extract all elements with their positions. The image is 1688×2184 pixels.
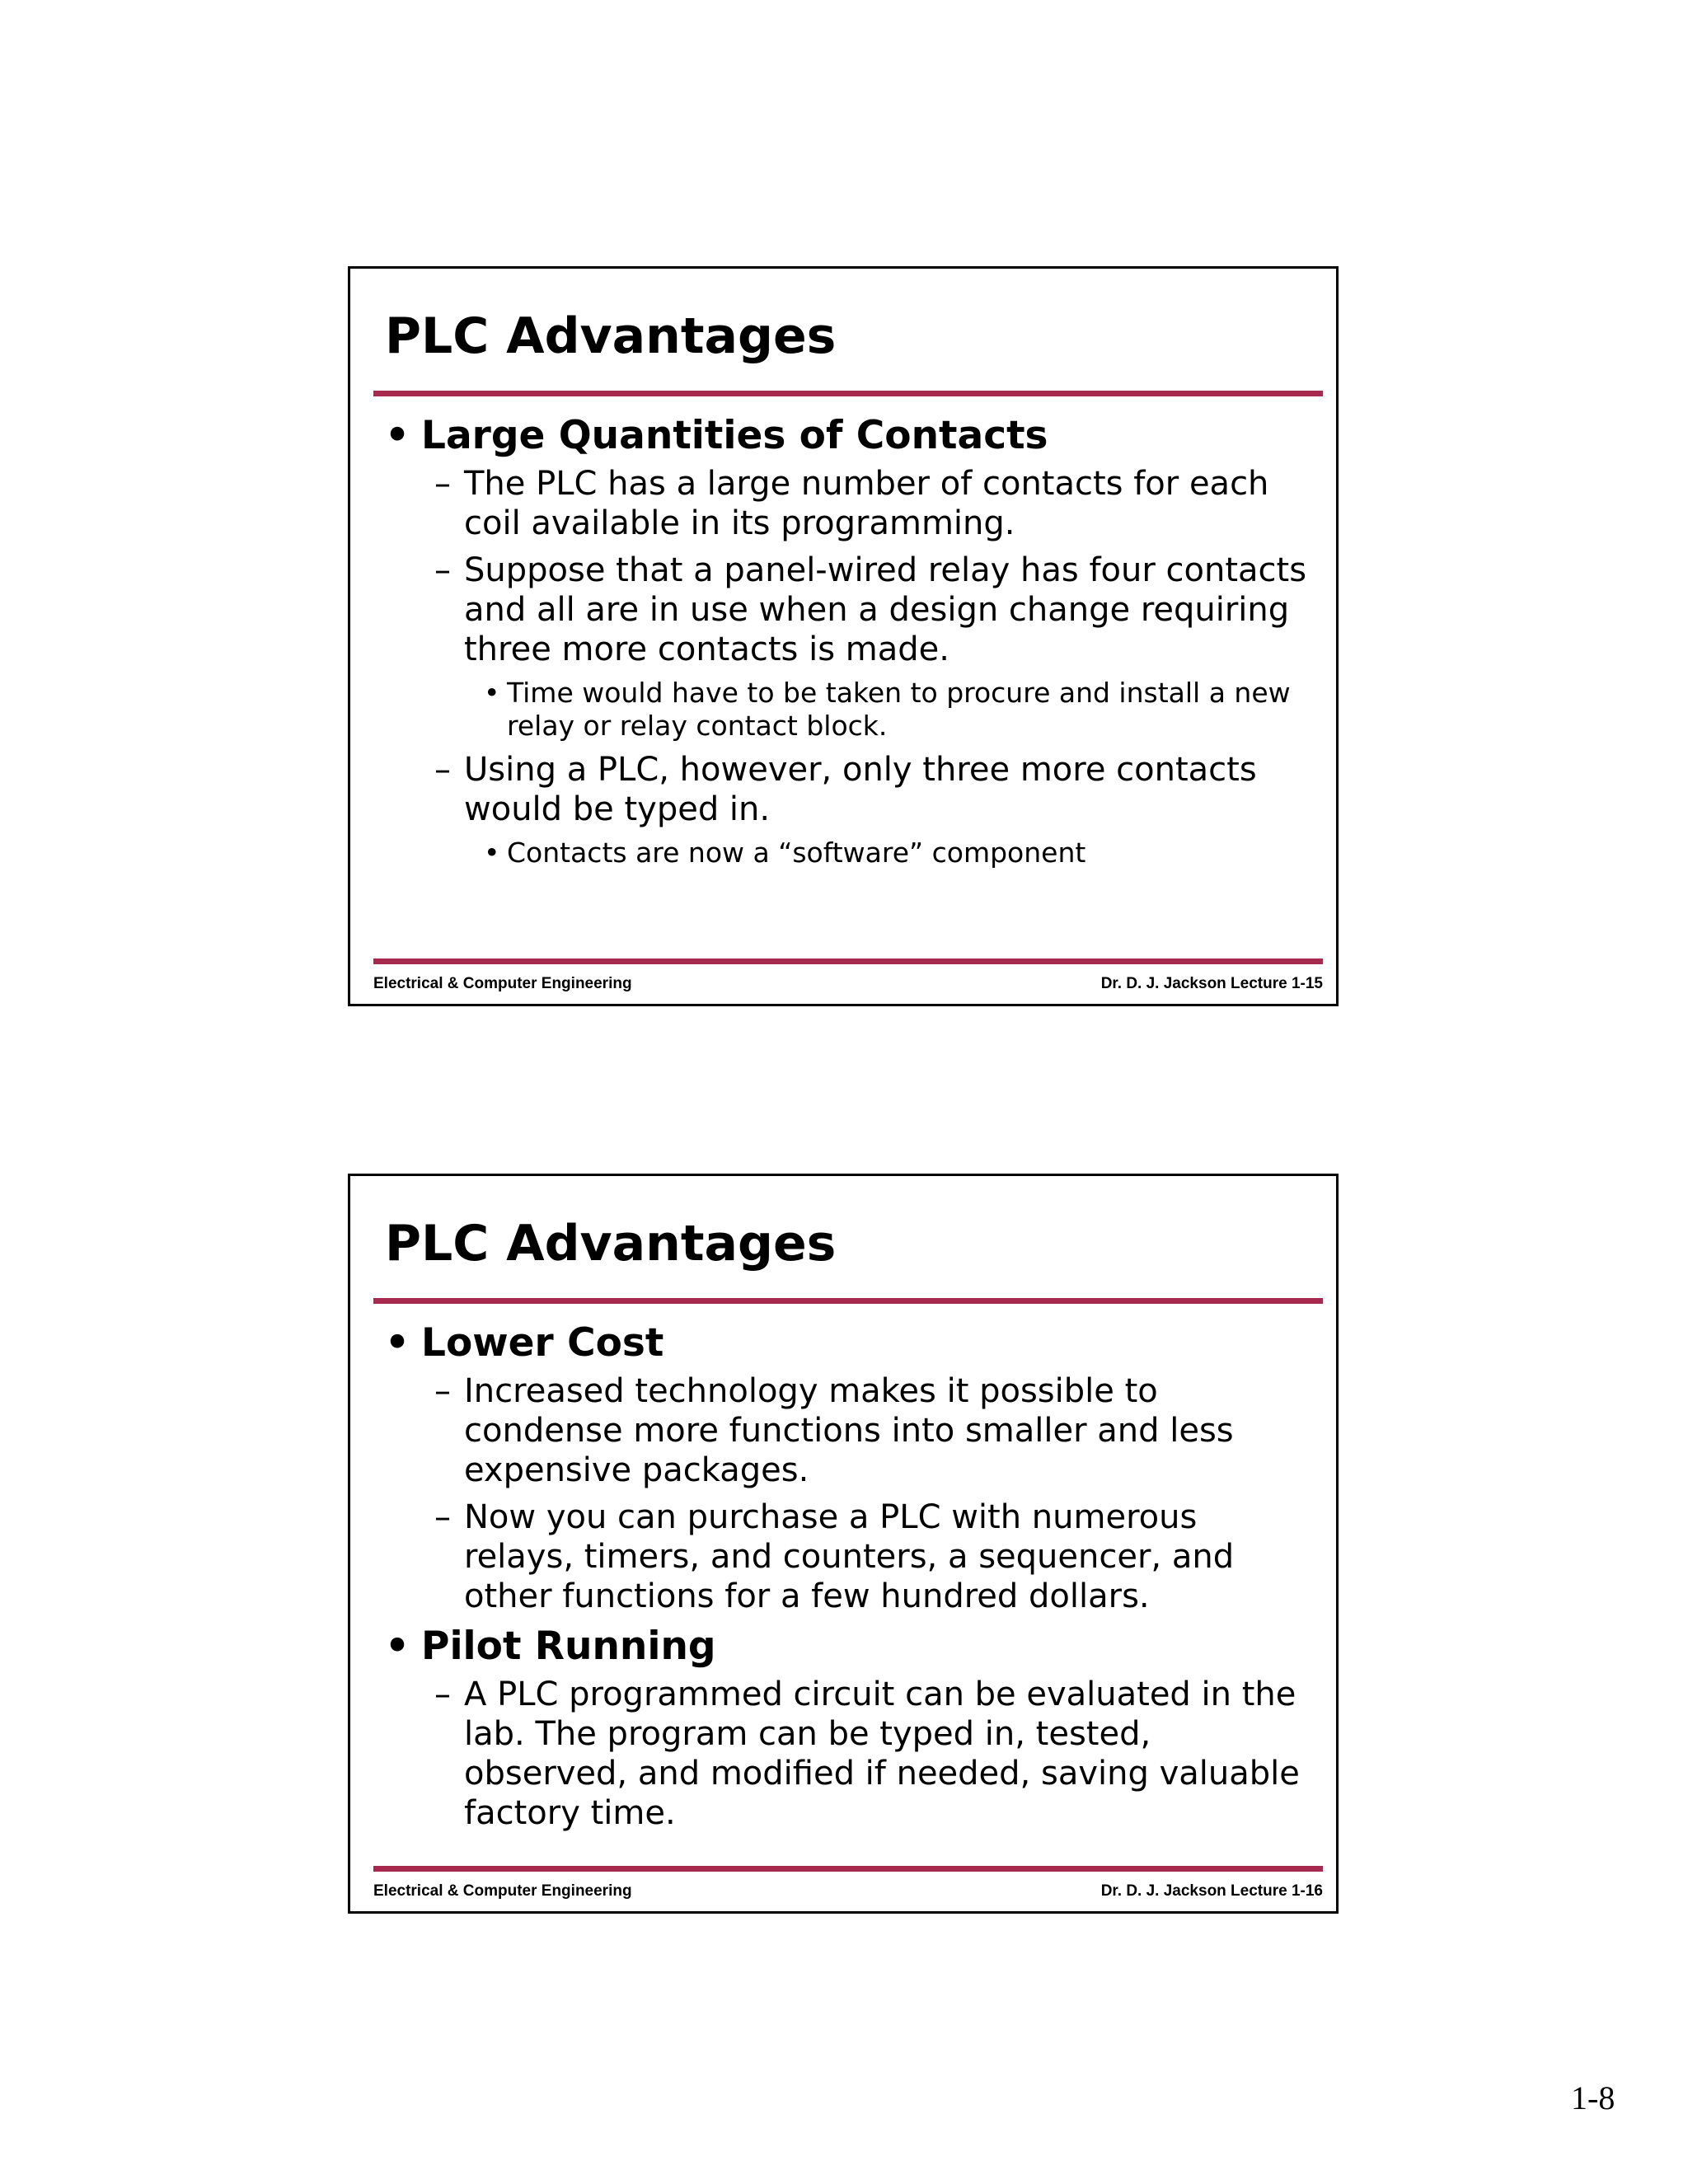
bullet-heading: Lower Cost — [421, 1320, 664, 1366]
bullet-mark: • — [484, 677, 500, 709]
slide-lecture-1-15 — [348, 266, 1339, 1006]
subpoint — [385, 1675, 1308, 1833]
footer-lecture: Dr. D. J. Jackson Lecture 1-15 — [1100, 975, 1323, 992]
dash-mark: – — [434, 1372, 451, 1410]
subpoint-text: A PLC programmed circuit can be evaluated in the lab. The program can be typed in, tested, observed, and modified if needed, saving valuable factory time. — [464, 1675, 1300, 1832]
dash-mark: – — [434, 1498, 451, 1536]
bullet-mark: • — [385, 1624, 410, 1669]
bullet-mark: • — [385, 413, 410, 458]
subpoint-text: Increased technology makes it possible to condense more functions into smaller and less expensive packages. — [464, 1372, 1234, 1489]
slide-title: PLC Advantages — [385, 307, 837, 365]
sub-subpoint-text: Time would have to be taken to procure and install a new relay or relay contact block. — [507, 677, 1291, 742]
footer-lecture: Dr. D. J. Jackson Lecture 1-16 — [1100, 1882, 1323, 1900]
subpoint-text: The PLC has a large number of contacts for each coil available in its programming. — [464, 465, 1269, 542]
bullet-lower-cost — [385, 1320, 1308, 1366]
sub-subpoint-text: Contacts are now a “software” component — [507, 837, 1086, 869]
sub-subpoint — [385, 677, 1308, 743]
slide-title: PLC Advantages — [385, 1215, 837, 1272]
slide-body — [385, 1320, 1308, 1840]
footer-department: Electrical & Computer Engineering — [373, 975, 632, 992]
subpoint-text: Using a PLC, however, only three more contacts would be typed in. — [464, 751, 1257, 828]
subpoint — [385, 1497, 1308, 1616]
subpoint — [385, 464, 1308, 543]
subpoint-text: Now you can purchase a PLC with numerous relays, timers, and counters, a sequencer, and other functions for a few hundred dollars. — [464, 1498, 1235, 1615]
bullet-mark: • — [385, 1320, 410, 1366]
subpoint — [385, 750, 1308, 829]
bullet-mark: • — [484, 837, 500, 869]
footer-divider — [373, 1866, 1323, 1872]
bullet-heading: Large Quantities of Contacts — [421, 413, 1048, 458]
subpoint — [385, 1371, 1308, 1490]
dash-mark: – — [434, 551, 451, 589]
footer-department: Electrical & Computer Engineering — [373, 1882, 632, 1900]
bullet-heading: Pilot Running — [421, 1624, 716, 1669]
dash-mark: – — [434, 465, 451, 503]
sub-subpoint — [385, 837, 1308, 869]
subpoint — [385, 551, 1308, 669]
slide-body — [385, 413, 1308, 877]
page-number: 1-8 — [1571, 2079, 1615, 2116]
title-divider — [373, 391, 1323, 396]
bullet-pilot-running — [385, 1624, 1308, 1670]
dash-mark: – — [434, 751, 451, 789]
dash-mark: – — [434, 1675, 451, 1713]
slide-lecture-1-16 — [348, 1174, 1339, 1914]
footer-divider — [373, 958, 1323, 964]
title-divider — [373, 1298, 1323, 1304]
subpoint-text: Suppose that a panel-wired relay has four contacts and all are in use when a design change requiring three more contacts is made. — [464, 551, 1307, 668]
bullet-large-quantities-of-contacts — [385, 413, 1308, 459]
